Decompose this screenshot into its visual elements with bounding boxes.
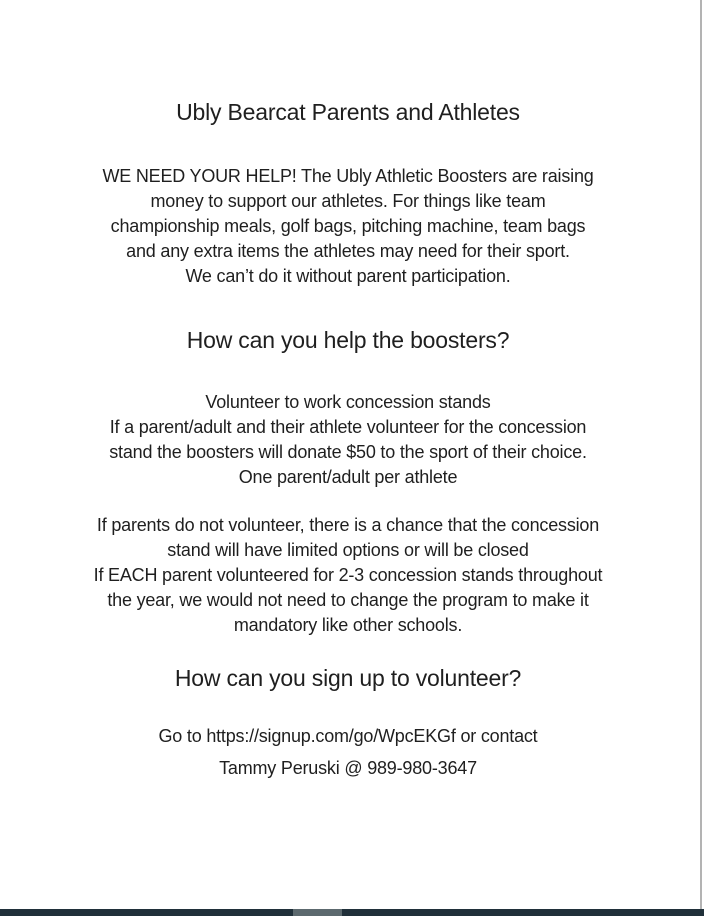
text-line: One parent/adult per athlete (238, 467, 458, 487)
section-heading-help: How can you help the boosters? (186, 327, 510, 353)
paragraph-warning (40, 513, 656, 638)
section-heading-signup: How can you sign up to volunteer? (174, 665, 522, 691)
signup-link-line: Go to https://signup.com/go/WpcEKGf or contact (158, 726, 538, 746)
document-title: Ubly Bearcat Parents and Athletes (176, 99, 520, 125)
text-line: mandatory like other schools. (233, 615, 463, 635)
text-line: WE NEED YOUR HELP! The Ubly Athletic Boosters are raising (102, 166, 594, 186)
text-line: stand will have limited options or will be closed (167, 540, 529, 560)
paragraph-contact (40, 720, 656, 784)
text-line: If parents do not volunteer, there is a chance that the concession (96, 515, 600, 535)
paragraph-intro (40, 164, 656, 289)
text-line: We can’t do it without parent participation. (185, 266, 511, 286)
vertical-scrollbar-edge (700, 0, 702, 909)
text-line: money to support our athletes. For things like team (150, 191, 546, 211)
text-line: If a parent/adult and their athlete volunteer for the concession (109, 417, 587, 437)
text-line: and any extra items the athletes may need for their sport. (126, 241, 570, 261)
text-line: championship meals, golf bags, pitching machine, team bags (110, 216, 586, 236)
paragraph-volunteer (40, 390, 656, 490)
horizontal-scrollbar-thumb[interactable] (293, 909, 342, 916)
contact-phone-line: Tammy Peruski @ 989-980-3647 (219, 758, 477, 778)
text-line: Volunteer to work concession stands (205, 392, 491, 412)
text-line: stand the boosters will donate $50 to the sport of their choice. (109, 442, 587, 462)
horizontal-scrollbar[interactable] (0, 909, 704, 916)
text-line: the year, we would not need to change the program to make it (107, 590, 589, 610)
text-line: If EACH parent volunteered for 2-3 concession stands throughout (93, 565, 603, 585)
